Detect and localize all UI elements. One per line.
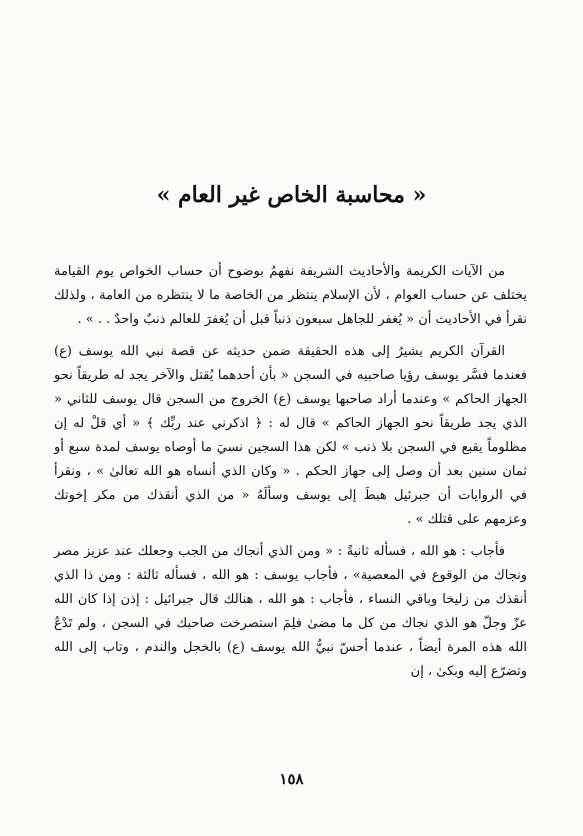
paragraph-1: من الآيات الكريمة والأحاديث الشريفة نفهمُ بوضوح أن حساب الخواص يوم القيامة يختلف عن حساب العوام ، لأن الإسلام ينتظر من الخاصة ما لا ينتظره من العامة ، ولذلك نقرأ في الأحاديث أن « يُغفر للجاهل سبعون ذنباً قبل أن يُغفرَ للعالم ذنبٌ واحدٌ . . » . (54, 264, 527, 327)
body-text (54, 260, 527, 692)
page-number: ١٥٨ (279, 770, 304, 788)
chapter-title: « محاسبة الخاص غير العام » (156, 182, 427, 208)
paragraph-3: فأجاب : هو الله ، فسأله ثانيةً : « ومن الذي أنجاك من الجب وجعلك عند عزيز مصر ونجاك من الوقوع في المعصية» ، فأجاب يوسف : هو الله ، فسأله ثالثة : ومن ذا الذي أنقذك من زليخا وباقي النساء ، فأجاب : هو الله ، هنالك قال جبرائيل : إذن إذا كان الله عزّ وجلّ هو الذي نجاك من كل ما مضىٰ فلِمَ استصرخت صاحبك في السجن ، ولم تَدْعُ الله هذه المرة أيضاً ، عندما أحسّ نبيُّ الله يوسف (ع) بالخجل والندم ، وتاب إلى الله وتضرّع إليه وبكىٰ ، إن (54, 544, 527, 679)
paragraph-2: القرآن الكريم يشيرُ إلى هذه الحقيقة ضمن حديثه عن قصة نبي الله يوسف (ع) فعندما فسَّر يوسف رؤيا صاحبيه في السجن « بأن أحدهما يُقتل والآخر يجد له طريقاً نحو الجهاز الحاكم » وعندما أراد صاحبها يوسف (ع) الخروج من السجن قال يوسف للثاني « الذي يجد طريقاً نحو الجهاز الحاكم » قال له : ﴿ اذكرني عند ربِّك ﴾ « أي قلْ له إن مظلوماً يقبع في السجن بلا ذنب » لكن هذا السجين نسيَ ما أوصاه يوسف لمدة سبع أو ثمان سنين بعد أن وصل إلى جهاز الحكم . « وكان الذي أنساه هو الله تعالىٰ » ، ونقرأ في الروايات أن جبرئيل هبطَ إلى يوسف وسألَهُ « من الذي أنقذك من مكر إخوتك وعزمهم على قتلك » . (54, 344, 527, 527)
